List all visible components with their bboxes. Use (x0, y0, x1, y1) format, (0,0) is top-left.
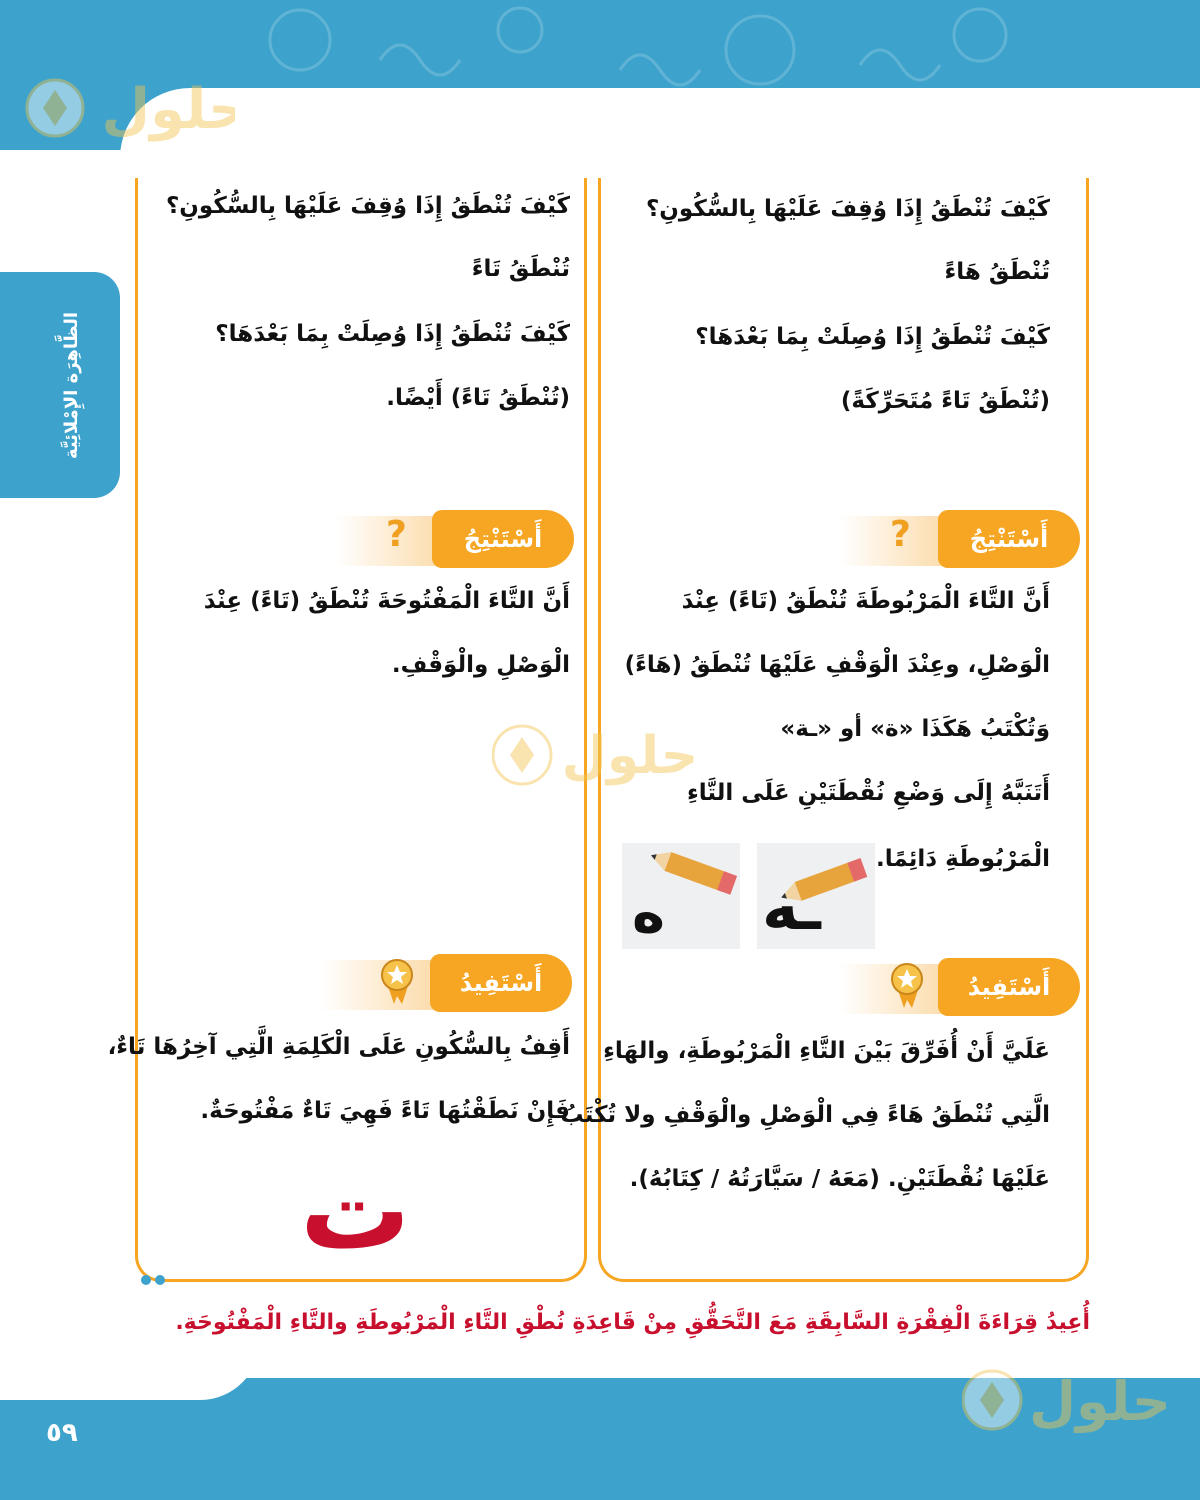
logo-icon (492, 715, 702, 795)
conclude-label: أَسْتَنْتِجُ (938, 510, 1080, 568)
right-conclude-line-1: أَنَّ التَّاءَ الْمَرْبُوطَةَ تُنْطَقُ (تَاءً) عِنْدَ (681, 588, 1050, 614)
bottom-sheet-corner (0, 1340, 260, 1400)
dots-ornament (140, 1274, 170, 1286)
question-mark-icon: ? (386, 514, 407, 555)
left-conclude-banner (336, 510, 574, 568)
right-benefit-line-3: عَلَيْهَا نُقْطَتَيْنِ. (مَعَهُ / سَيَّارَتُهُ / كِتَابُهُ). (629, 1166, 1050, 1192)
left-question-1: كَيْفَ تُنْطَقُ إِذَا وُقِفَ عَلَيْهَا بِالسُّكُونِ؟ (165, 193, 570, 219)
left-benefit-line-1: أَقِفُ بِالسُّكُونِ عَلَى الْكَلِمَةِ الَّتِي آخِرُهَا تَاءٌ، (107, 1034, 570, 1060)
pencil-illustration-final (622, 843, 740, 949)
right-benefit-banner (840, 958, 1080, 1016)
right-conclude-banner (840, 510, 1080, 568)
left-answer-1: تُنْطَقُ تَاءً (471, 256, 570, 282)
watermark-text: حلول (561, 726, 699, 786)
right-conclude-line-2: الْوَصْلِ، وعِنْدَ الْوَقْفِ عَلَيْهَا تُنْطَقُ (هَاءً) (624, 652, 1050, 678)
benefit-label: أَسْتَفِيدُ (430, 954, 572, 1012)
right-conclude-line-5: الْمَرْبُوطَةِ دَائِمًا. (875, 846, 1050, 872)
left-benefit-line-2: فَإِنْ نَطَقْتُهَا تَاءً فَهِيَ تَاءٌ مَفْتُوحَةٌ. (200, 1098, 570, 1124)
watermark-logo-top (25, 70, 235, 154)
footer-instruction: أُعِيدُ قِرَاءَةَ الْفِقْرَةِ السَّابِقَةِ مَعَ التَّحَقُّقِ مِنْ قَاعِدَةِ نُطْقِ التَّاءِ الْمَرْبُوطَةِ والتَّاءِ الْمَفْتُوحَةِ. (175, 1310, 1090, 1335)
page-number: ٥٩ (46, 1418, 78, 1448)
medal-icon (890, 962, 924, 1010)
side-tab-text: الظَّاهِرَة الإِمْلائِيَّة (61, 311, 83, 459)
watermark-logo-bottom (962, 1360, 1172, 1444)
big-red-letter: ت (300, 1146, 411, 1274)
question-mark-icon: ? (890, 514, 911, 555)
logo-icon (25, 70, 235, 150)
benefit-label: أَسْتَفِيدُ (938, 958, 1080, 1016)
right-benefit-line-1: عَلَيَّ أَنْ أُفَرِّقَ بَيْنَ التَّاءِ الْمَرْبُوطَةِ، والهَاءِ (603, 1038, 1050, 1064)
right-benefit-line-2: الَّتِي تُنْطَقُ هَاءً فِي الْوَصْلِ والْوَقْفِ ولا تُكْتَبُ (560, 1102, 1050, 1128)
left-conclude-line-1: أَنَّ التَّاءَ الْمَفْتُوحَةَ تُنْطَقُ (تَاءً) عِنْدَ (203, 588, 570, 614)
right-question-2: كَيْفَ تُنْطَقُ إِذَا وُصِلَتْ بِمَا بَعْدَهَا؟ (695, 324, 1050, 350)
left-benefit-banner (320, 954, 572, 1012)
right-conclude-line-3: وَتُكْتَبُ هَكَذَا «ة» أو «ـة» (780, 716, 1050, 742)
watermark-text: حلول (101, 77, 235, 142)
pencil-letter-medial: ـه (762, 871, 821, 944)
left-answer-2: (تُنْطَقُ تَاءً) أَيْضًا. (386, 385, 570, 411)
left-question-2: كَيْفَ تُنْطَقُ إِذَا وُصِلَتْ بِمَا بَعْدَهَا؟ (215, 321, 570, 347)
right-answer-1: تُنْطَقُ هَاءً (944, 259, 1050, 285)
right-conclude-line-4: أَتَنَبَّهُ إِلَى وَضْعِ نُقْطَتَيْنِ عَلَى التَّاءِ (686, 780, 1050, 806)
watermark-logo-center (492, 715, 702, 799)
pencil-letter-final: ه (632, 881, 666, 946)
conclude-label: أَسْتَنْتِجُ (432, 510, 574, 568)
right-question-1: كَيْفَ تُنْطَقُ إِذَا وُقِفَ عَلَيْهَا بِالسُّكُونِ؟ (645, 196, 1050, 222)
chapter-side-tab-label (50, 290, 94, 480)
left-conclude-line-2: الْوَصْلِ والْوَقْفِ. (391, 652, 570, 678)
logo-icon (962, 1360, 1172, 1440)
page-sheet-corner (120, 88, 1200, 158)
pencil-illustration-medial (757, 843, 875, 949)
watermark-text: حلول (1029, 1370, 1171, 1433)
medal-icon (380, 958, 414, 1006)
right-answer-2: (تُنْطَقُ تَاءً مُتَحَرِّكَةً) (840, 388, 1050, 414)
